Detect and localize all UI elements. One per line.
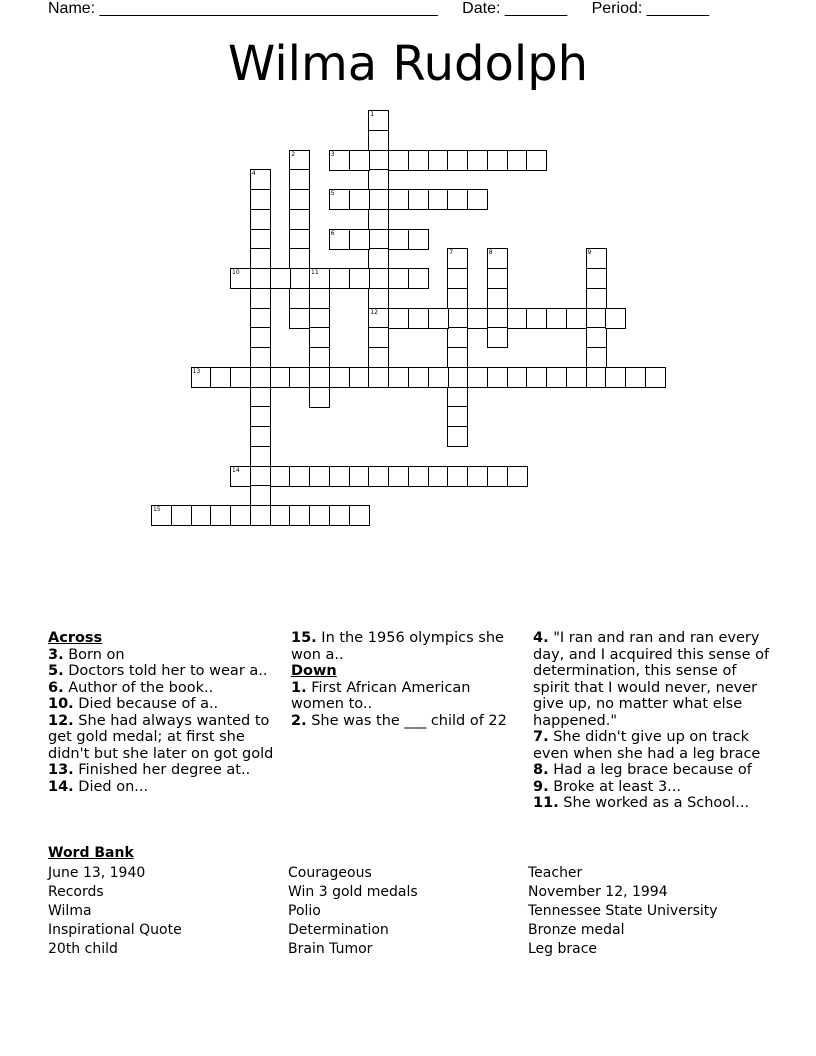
word-bank-item: Courageous [288, 865, 372, 881]
crossword-cell[interactable] [487, 367, 508, 388]
clue-number: 11. [533, 795, 559, 811]
crossword-cell[interactable] [309, 505, 330, 526]
clue-item [48, 647, 280, 664]
crossword-cell[interactable] [230, 268, 251, 289]
clue-text: She didn't give up on track even when she had a leg brace [533, 729, 761, 762]
crossword-cell[interactable] [309, 327, 330, 348]
clue-number: 12. [48, 712, 74, 729]
crossword-cell[interactable] [447, 387, 468, 408]
clue-number: 13. [48, 762, 74, 778]
crossword-cell[interactable] [289, 367, 310, 388]
crossword-cell[interactable] [487, 248, 508, 269]
clue-item [291, 630, 516, 663]
crossword-cell[interactable] [250, 288, 271, 309]
clue-text: She worked as a School... [558, 795, 750, 811]
crossword-cell[interactable] [507, 150, 528, 171]
crossword-cell[interactable] [250, 426, 271, 447]
clue-item [48, 779, 280, 796]
clue-section-heading: Down [291, 663, 337, 679]
word-bank-item: 20th child [48, 941, 118, 957]
clue-text: First African American women to.. [291, 679, 471, 712]
crossword-cell[interactable] [329, 189, 350, 210]
word-bank-item: Inspirational Quote [48, 922, 182, 938]
crossword-cell[interactable] [566, 367, 587, 388]
word-bank-item: Teacher [528, 865, 583, 881]
crossword-cell[interactable] [526, 367, 547, 388]
clue-item [48, 696, 280, 713]
crossword-cell[interactable] [586, 268, 607, 289]
clue-number: 4. [533, 630, 549, 646]
crossword-cell[interactable] [467, 150, 488, 171]
clue-number: 8 [488, 249, 493, 257]
crossword-cell[interactable] [368, 367, 389, 388]
crossword-cell[interactable] [586, 367, 607, 388]
clue-text: She had always wanted to get gold medal; at first she didn't but she later on got gold [48, 712, 274, 762]
crossword-cell[interactable] [605, 367, 626, 388]
crossword-cell[interactable] [270, 268, 291, 289]
crossword-cell[interactable] [507, 308, 528, 329]
crossword-cell[interactable] [250, 189, 271, 210]
crossword-cell[interactable] [368, 308, 389, 329]
crossword-cell[interactable] [586, 248, 607, 269]
period-field[interactable]: Period: _______ [591, 0, 710, 17]
crossword-cell[interactable] [368, 248, 389, 269]
crossword-cell[interactable] [250, 308, 271, 329]
crossword-cell[interactable] [447, 268, 468, 289]
crossword-cell[interactable] [349, 268, 370, 289]
crossword-cell[interactable] [487, 150, 508, 171]
clue-number: 15. [291, 630, 317, 646]
crossword-cell[interactable] [329, 150, 350, 171]
clue-number: 12 [370, 308, 378, 316]
crossword-cell[interactable] [546, 367, 567, 388]
clue-number: 5 [330, 190, 335, 197]
crossword-cell[interactable] [447, 248, 468, 269]
clue-text: Broke at least 3... [548, 778, 682, 795]
crossword-cell[interactable] [447, 308, 468, 329]
crossword-cell[interactable] [368, 169, 389, 190]
crossword-cell[interactable] [250, 485, 271, 506]
crossword-cell[interactable] [309, 347, 330, 368]
crossword-cell[interactable] [250, 248, 271, 269]
clue-number: 6. [48, 679, 64, 696]
crossword-cell[interactable] [309, 466, 330, 487]
crossword-cell[interactable] [289, 169, 310, 190]
crossword-cell[interactable] [625, 367, 646, 388]
crossword-cell[interactable] [210, 367, 231, 388]
crossword-cell[interactable] [586, 308, 607, 329]
crossword-cell[interactable] [408, 189, 429, 210]
clue-item [533, 795, 773, 812]
crossword-cell[interactable] [289, 505, 310, 526]
clue-number: 7 [449, 249, 454, 257]
word-bank-item: Wilma [48, 903, 92, 919]
crossword-cell[interactable] [467, 308, 488, 329]
crossword-cell[interactable] [487, 288, 508, 309]
word-bank-item: Leg brace [528, 941, 598, 957]
crossword-cell[interactable] [270, 367, 291, 388]
crossword-cell[interactable] [289, 248, 310, 269]
crossword-cell[interactable] [388, 189, 409, 210]
clue-text: In the 1956 olympics she won a.. [291, 630, 504, 663]
clue-item [533, 630, 773, 729]
crossword-cell[interactable] [368, 288, 389, 309]
crossword-cell[interactable] [487, 327, 508, 348]
crossword-cell[interactable] [250, 229, 271, 250]
crossword-cell[interactable] [289, 209, 310, 230]
crossword-cell[interactable] [487, 268, 508, 289]
crossword-cell[interactable] [428, 466, 449, 487]
clue-number: 11 [311, 269, 319, 276]
clue-number: 15 [153, 506, 161, 513]
crossword-cell[interactable] [408, 268, 429, 289]
word-bank-item: Determination [288, 922, 389, 938]
crossword-cell[interactable] [408, 150, 429, 171]
page-title: Wilma Rudolph [227, 36, 589, 92]
crossword-cell[interactable] [270, 505, 291, 526]
crossword-cell[interactable] [428, 189, 449, 210]
clue-number: 1. [291, 679, 307, 696]
crossword-cell[interactable] [191, 367, 212, 388]
word-bank-item: November 12, 1994 [528, 884, 668, 900]
clue-number: 1 [370, 111, 375, 118]
crossword-cell[interactable] [368, 209, 389, 230]
clue-text: "I ran and ran and ran every day, and I acquired this sense of determination, this sense of spirit that I would never, never give up, no matter what else happened." [533, 630, 770, 729]
crossword-cell[interactable] [428, 308, 449, 329]
crossword-cell[interactable] [526, 308, 547, 329]
clue-number: 2. [291, 712, 307, 729]
crossword-cell[interactable] [428, 150, 449, 171]
crossword-cell[interactable] [270, 466, 291, 487]
crossword-cell[interactable] [171, 505, 192, 526]
clue-number: 14. [48, 778, 74, 795]
clue-number: 9. [533, 778, 549, 795]
clue-item [291, 713, 516, 730]
crossword-cell[interactable] [329, 268, 350, 289]
crossword-cell[interactable] [447, 189, 468, 210]
crossword-cell[interactable] [230, 466, 251, 487]
clue-number: 10 [232, 269, 240, 276]
crossword-cell[interactable] [250, 169, 271, 190]
clue-text: Died because of a.. [73, 696, 219, 712]
clue-item [48, 713, 280, 763]
clue-text: Had a leg brace because of [548, 762, 752, 778]
crossword-cell[interactable] [586, 327, 607, 348]
word-bank-column-1 [48, 864, 182, 959]
clue-text: Born on [63, 646, 125, 663]
crossword-cell[interactable] [151, 505, 172, 526]
crossword-cell[interactable] [289, 308, 310, 329]
crossword-cell[interactable] [368, 268, 389, 289]
crossword-cell[interactable] [309, 308, 330, 329]
clue-item [533, 729, 773, 762]
crossword-cell[interactable] [447, 426, 468, 447]
word-bank-item: Brain Tumor [288, 941, 373, 957]
crossword-cell[interactable] [388, 308, 409, 329]
crossword-cell[interactable] [447, 347, 468, 368]
crossword-cell[interactable] [428, 367, 449, 388]
crossword-cell[interactable] [289, 150, 310, 171]
clues-column-3 [533, 630, 773, 812]
crossword-cell[interactable] [250, 387, 271, 408]
crossword-cell[interactable] [250, 466, 271, 487]
clue-text: She was the ___ child of 22 [306, 712, 507, 729]
clue-item [291, 680, 516, 713]
crossword-cell[interactable] [467, 367, 488, 388]
clue-text: Died on... [73, 778, 149, 795]
crossword-cell[interactable] [368, 466, 389, 487]
crossword-cell[interactable] [467, 189, 488, 210]
crossword-cell[interactable] [368, 189, 389, 210]
word-bank-item: Bronze medal [528, 922, 625, 938]
crossword-cell[interactable] [368, 150, 389, 171]
crossword-cell[interactable] [566, 308, 587, 329]
crossword-cell[interactable] [546, 308, 567, 329]
crossword-cell[interactable] [250, 367, 271, 388]
date-field[interactable]: Date: _______ [462, 0, 568, 17]
crossword-cell[interactable] [447, 327, 468, 348]
crossword-cell[interactable] [467, 466, 488, 487]
crossword-cell[interactable] [250, 327, 271, 348]
crossword-cell[interactable] [507, 367, 528, 388]
crossword-cell[interactable] [408, 466, 429, 487]
clue-number: 4 [251, 170, 256, 178]
clue-item [533, 779, 773, 796]
crossword-cell[interactable] [349, 505, 370, 526]
crossword-cell[interactable] [349, 466, 370, 487]
crossword-cell[interactable] [645, 367, 666, 388]
crossword-cell[interactable] [388, 229, 409, 250]
clue-number: 5. [48, 663, 64, 679]
crossword-cell[interactable] [349, 367, 370, 388]
crossword-cell[interactable] [289, 189, 310, 210]
clue-text: Author of the book.. [63, 679, 214, 696]
crossword-cell[interactable] [368, 130, 389, 151]
crossword-cell[interactable] [329, 466, 350, 487]
clues-column-1 [48, 630, 280, 795]
crossword-cell[interactable] [289, 229, 310, 250]
crossword-cell[interactable] [250, 406, 271, 427]
clue-number: 10. [48, 696, 74, 712]
clue-number: 3 [330, 150, 335, 158]
name-field[interactable]: Name: ______________________________________ [48, 0, 438, 17]
crossword-cell[interactable] [447, 466, 468, 487]
crossword-cell[interactable] [250, 505, 271, 526]
crossword-cell[interactable] [368, 347, 389, 368]
crossword-cell[interactable] [408, 308, 429, 329]
crossword-cell[interactable] [191, 505, 212, 526]
crossword-cell[interactable] [388, 466, 409, 487]
clue-number: 3. [48, 646, 64, 663]
crossword-cell[interactable] [329, 367, 350, 388]
crossword-cell[interactable] [250, 347, 271, 368]
word-bank-column-2 [288, 864, 418, 959]
crossword-cell[interactable] [250, 446, 271, 467]
clue-section-heading: Across [48, 630, 103, 646]
clue-number: 8. [533, 762, 549, 778]
crossword-cell[interactable] [447, 367, 468, 388]
clue-number: 14 [232, 466, 240, 474]
word-bank-title: Word Bank [48, 845, 134, 861]
crossword-cell[interactable] [329, 505, 350, 526]
word-bank-item: Records [48, 884, 104, 900]
clues-column-2 [291, 630, 516, 729]
crossword-cell[interactable] [250, 268, 271, 289]
crossword-cell[interactable] [309, 367, 330, 388]
crossword-cell[interactable] [487, 466, 508, 487]
word-bank-item: June 13, 1940 [48, 865, 146, 881]
crossword-cell[interactable] [368, 110, 389, 131]
crossword-cell[interactable] [230, 505, 251, 526]
clue-item [48, 762, 280, 779]
crossword-cell[interactable] [329, 229, 350, 250]
clue-item [533, 762, 773, 779]
crossword-cell[interactable] [487, 308, 508, 329]
crossword-cell[interactable] [408, 229, 429, 250]
crossword-cell[interactable] [309, 268, 330, 289]
crossword-cell[interactable] [447, 150, 468, 171]
clue-text: Doctors told her to wear a.. [63, 663, 268, 679]
crossword-cell[interactable] [349, 229, 370, 250]
crossword-cell[interactable] [388, 367, 409, 388]
word-bank-item: Tennessee State University [528, 903, 718, 919]
crossword-cell[interactable] [349, 150, 370, 171]
clue-number: 7. [533, 729, 549, 745]
word-bank-item: Win 3 gold medals [288, 884, 418, 900]
clue-number: 13 [192, 367, 201, 375]
crossword-cell[interactable] [250, 209, 271, 230]
crossword-cell[interactable] [368, 229, 389, 250]
clue-item [48, 680, 280, 697]
crossword-cell[interactable] [309, 387, 330, 408]
crossword-cell[interactable] [447, 406, 468, 427]
crossword-cell[interactable] [210, 505, 231, 526]
crossword-cell[interactable] [388, 150, 409, 171]
crossword-cell[interactable] [586, 347, 607, 368]
crossword-cell[interactable] [289, 268, 310, 289]
crossword-cell[interactable] [388, 268, 409, 289]
word-bank-column-3 [528, 864, 718, 959]
word-bank-item: Polio [288, 903, 321, 919]
crossword-cell[interactable] [349, 189, 370, 210]
crossword-cell[interactable] [526, 150, 547, 171]
crossword-cell[interactable] [408, 367, 429, 388]
crossword-cell[interactable] [447, 288, 468, 309]
crossword-cell[interactable] [368, 327, 389, 348]
clue-number: 2 [291, 150, 296, 158]
crossword-cell[interactable] [586, 288, 607, 309]
crossword-cell[interactable] [309, 288, 330, 309]
clue-text: Finished her degree at.. [73, 762, 251, 778]
clue-number: 9 [587, 249, 592, 257]
crossword-cell[interactable] [289, 288, 310, 309]
crossword-cell[interactable] [605, 308, 626, 329]
crossword-cell[interactable] [507, 466, 528, 487]
crossword-cell[interactable] [230, 367, 251, 388]
clue-item [48, 663, 280, 680]
clue-number: 6 [330, 229, 335, 237]
crossword-cell[interactable] [289, 466, 310, 487]
